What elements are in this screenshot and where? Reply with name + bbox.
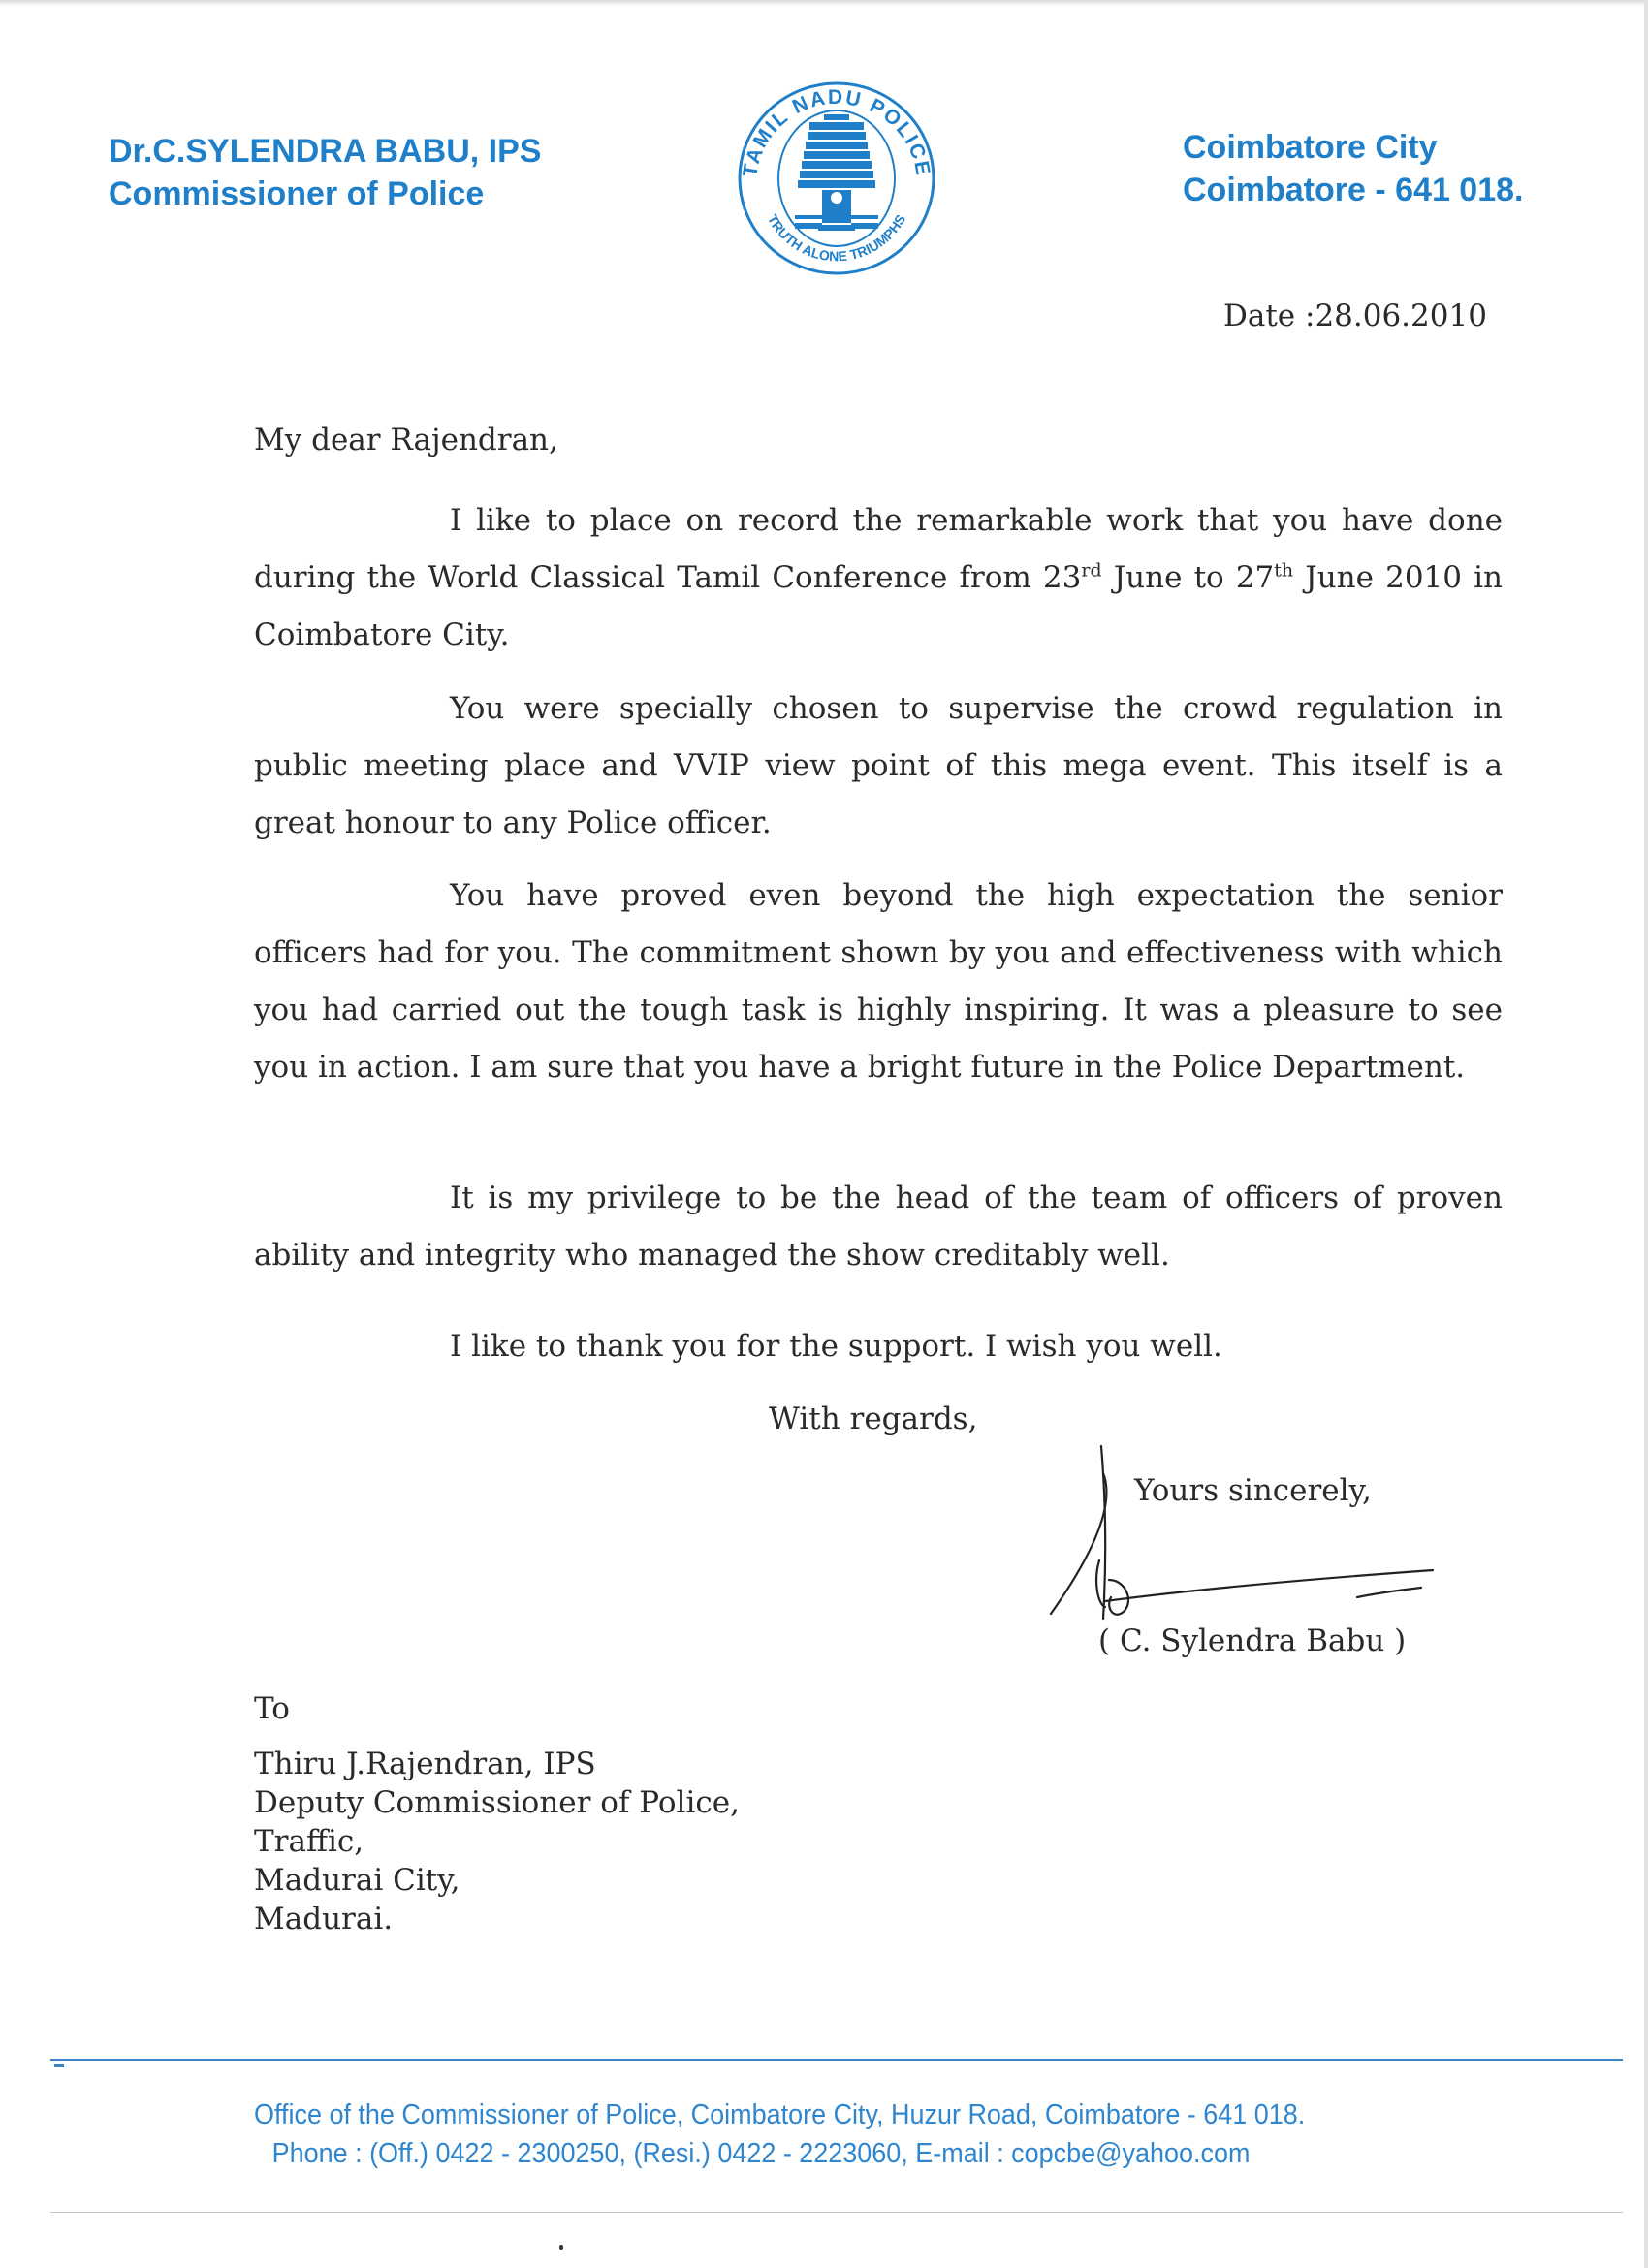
- sender-name: Dr.C.SYLENDRA BABU, IPS: [109, 133, 542, 170]
- location-city: Coimbatore City: [1183, 129, 1438, 166]
- handwritten-signature: [1037, 1434, 1444, 1648]
- paragraph-4: It is my privilege to be the head of the team of officers of proven ability and integrity who managed the show creditably well.: [254, 1181, 1503, 1273]
- letterhead-sender: [109, 130, 541, 215]
- regards: With regards,: [769, 1402, 978, 1436]
- location-pincode: Coimbatore - 641 018.: [1183, 172, 1524, 208]
- scan-speck: [559, 2245, 563, 2250]
- bottom-divider: [50, 2212, 1623, 2213]
- footer-address: Office of the Commissioner of Police, Coimbatore City, Huzur Road, Coimbatore - 641 018.: [254, 2099, 1306, 2130]
- recipient-line: Traffic,: [254, 1824, 364, 1859]
- scan-edge-top: [0, 0, 1648, 6]
- footer-phone-email: Phone : (Off.) 0422 - 2300250, (Resi.) 0422 - 2223060, E-mail : copcbe@yahoo.com: [271, 2138, 1251, 2169]
- letterhead-location: [1183, 126, 1523, 211]
- recipient-line: Deputy Commissioner of Police,: [254, 1785, 740, 1820]
- sender-designation: Commissioner of Police: [109, 175, 485, 212]
- paragraph-5: I like to thank you for the support. I wish you well.: [450, 1329, 1222, 1364]
- footer-divider: [50, 2059, 1623, 2061]
- paragraph-2: You were specially chosen to supervise the crowd regulation in public meeting place and VVIP view point of this mega event. This itself is a great honour to any Police officer.: [254, 691, 1503, 840]
- recipient-line: Madurai City,: [254, 1863, 460, 1898]
- emblem-top-text: TAMIL NADU POLICE: [739, 85, 935, 179]
- recipient-address: [254, 1745, 740, 1938]
- ashoka-emblem-icon: [795, 190, 878, 231]
- to-label: To: [254, 1691, 290, 1726]
- salutation: My dear Rajendran,: [254, 423, 558, 457]
- recipient-line: Thiru J.Rajendran, IPS: [254, 1747, 596, 1781]
- temple-tower-icon: [798, 114, 875, 188]
- paragraph-3: You have proved even beyond the high expectation the senior officers had for you. The commitment shown by you and effectiveness with which you had carried out the tough task is highly inspiring. It was a pleasure to see you in action. I am sure that you have a bright future in the Police Department.: [254, 878, 1503, 1085]
- letter-date: Date :28.06.2010: [1223, 299, 1487, 333]
- p1-text-a: I like to place on record the remarkable work that you have done during the World Classical Tamil Conference from 23: [254, 503, 1503, 595]
- p1-text-b: June to 27: [1101, 560, 1275, 595]
- p1-superscript-th: th: [1274, 559, 1294, 582]
- scan-edge-right: [1644, 0, 1648, 2268]
- police-emblem-icon: [729, 70, 944, 295]
- footer-contact: [254, 2095, 1305, 2173]
- closing-yours-sincerely: Yours sincerely,: [1134, 1473, 1372, 1508]
- signer-name: ( C. Sylendra Babu ): [1098, 1623, 1407, 1658]
- recipient-line: Madurai.: [254, 1902, 394, 1937]
- p1-superscript-rd: rd: [1081, 559, 1102, 582]
- paragraph-1: [254, 492, 1503, 664]
- p1-text-c: June 2010 in Coimbatore City.: [254, 560, 1504, 652]
- footer-divider-mark: [54, 2064, 64, 2067]
- emblem-bottom-text: TRUTH ALONE TRIUMPHS: [764, 211, 909, 265]
